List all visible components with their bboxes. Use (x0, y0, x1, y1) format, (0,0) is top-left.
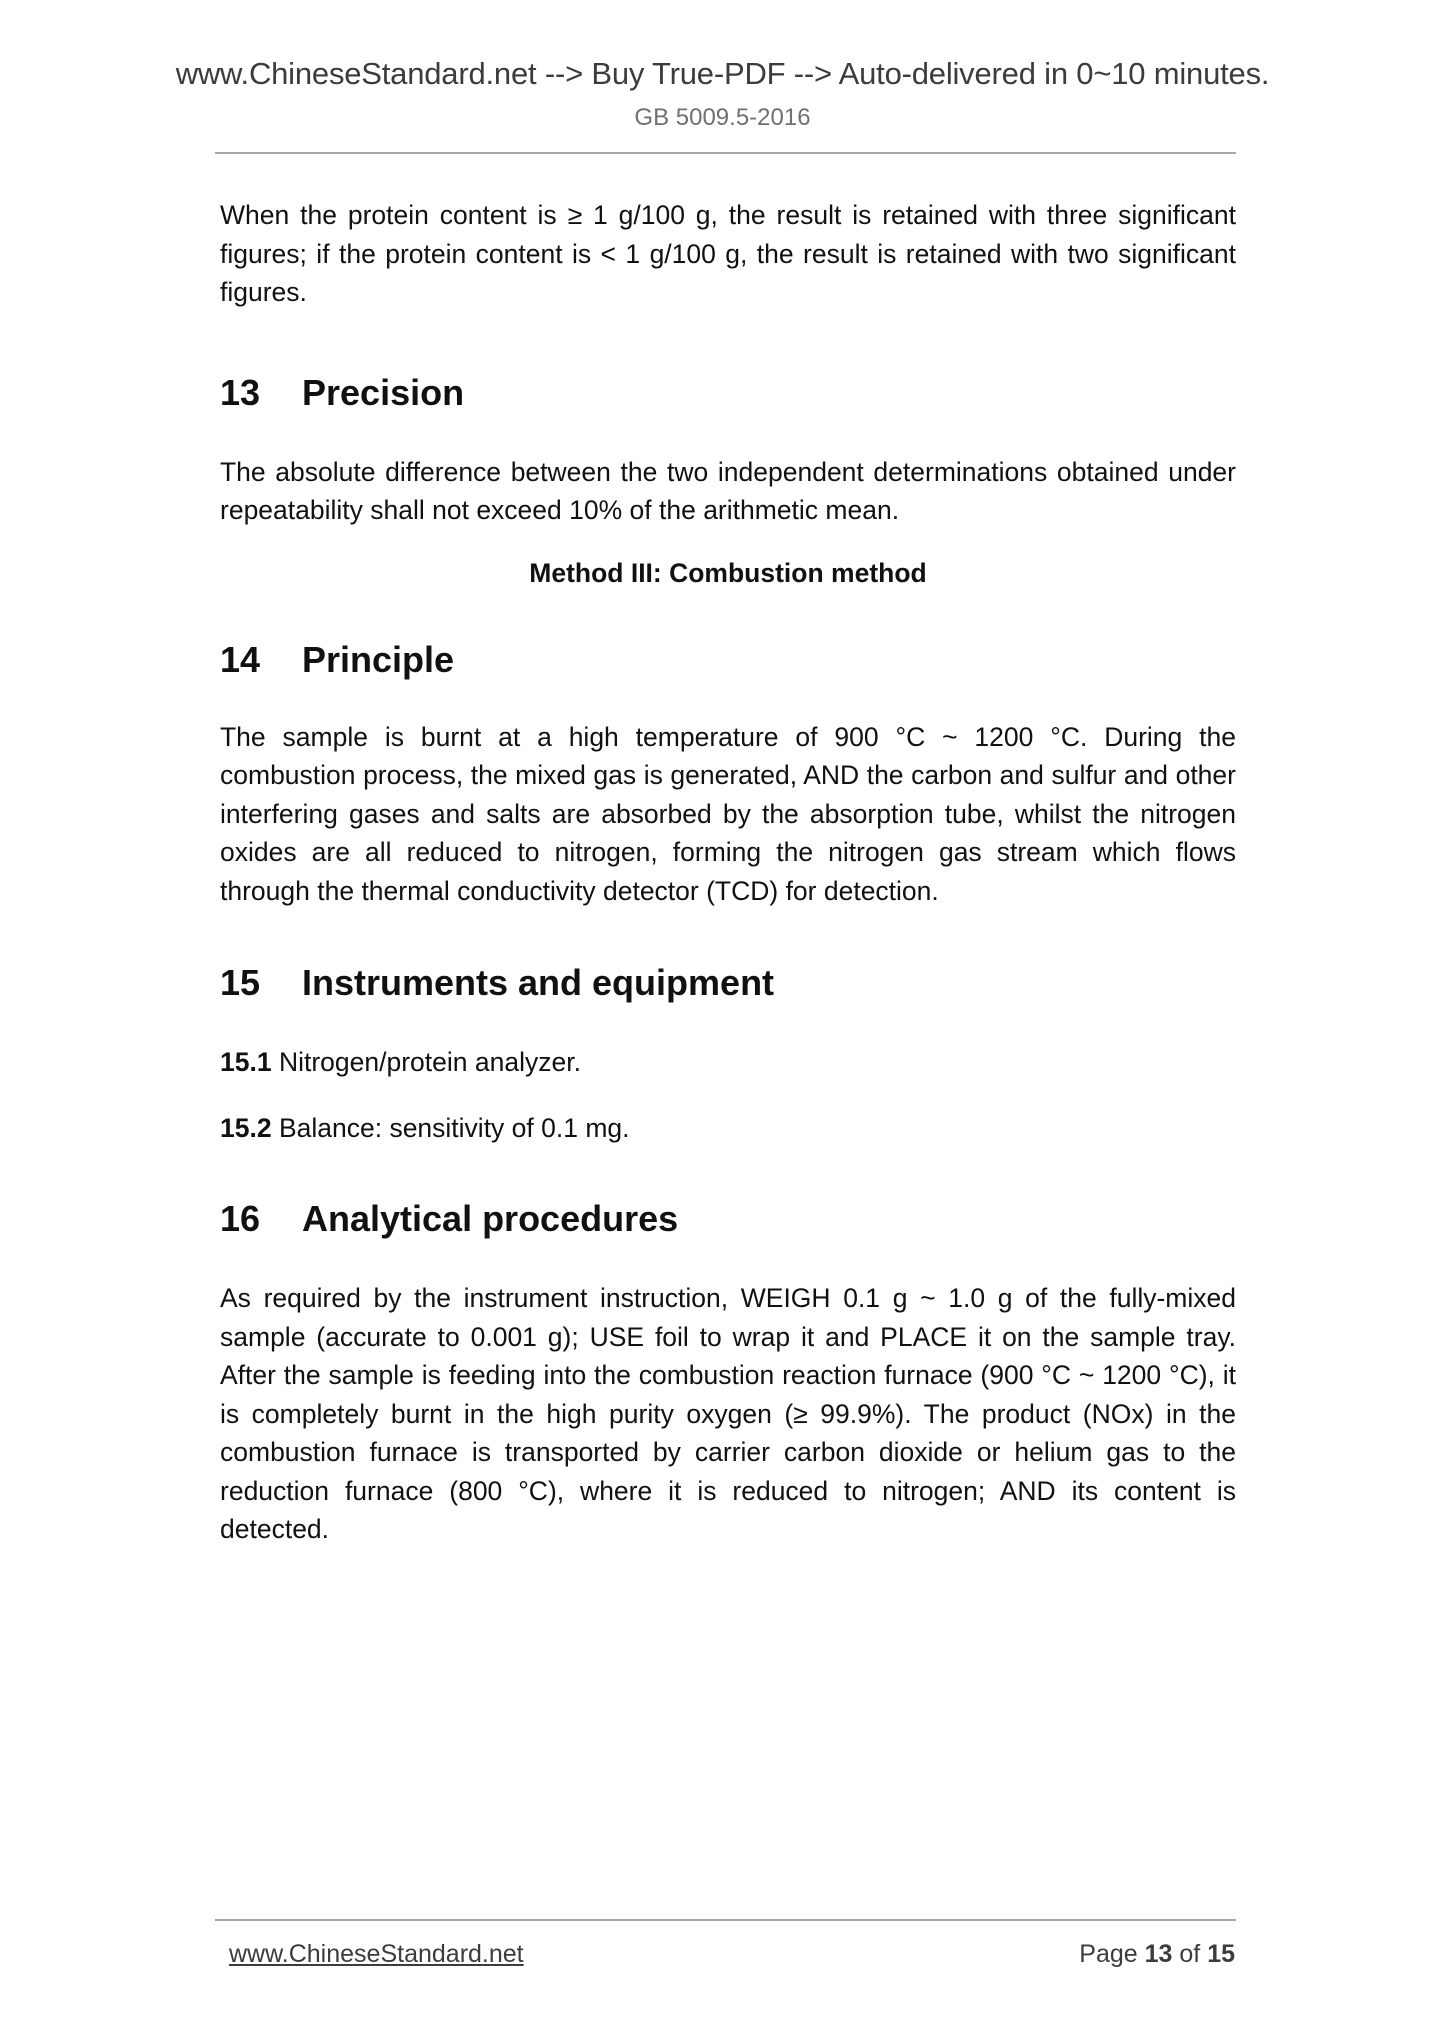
section-16-heading (220, 1197, 1236, 1241)
intro-paragraph: When the protein content is ≥ 1 g/100 g, the result is retained with three significant figures; if the protein content is < 1 g/100 g, the result is retained with two significant figures. (220, 200, 1236, 307)
section-title: Analytical procedures (302, 1198, 679, 1239)
section-title: Precision (302, 371, 465, 413)
page-indicator (1079, 1940, 1235, 1969)
page-of: of (1172, 1940, 1208, 1968)
item-15-2 (220, 1109, 1236, 1147)
item-text: Nitrogen/protein analyzer. (278, 1047, 581, 1077)
section-15-heading (220, 961, 1236, 1005)
section-title: Instruments and equipment (302, 962, 775, 1003)
section-14-paragraph: The sample is burnt at a high temperature of 900 °C ~ 1200 °C. During the combustion process, the mixed gas is generated, AND the carbon and sulfur and other interfering gases and salts are absorbed by the absorption tube, whilst the nitrogen oxides are all reduced to nitrogen, forming the nitrogen gas stream which flows through the thermal conductivity detector (TCD) for detection. (220, 721, 1236, 906)
item-15-1 (220, 1043, 1236, 1081)
footer-website-link[interactable]: www.ChineseStandard.net (229, 1940, 524, 1968)
document-code: GB 5009.5-2016 (634, 104, 811, 131)
footer-divider (215, 1919, 1236, 1921)
section-13-heading (220, 371, 1236, 415)
page-prefix: Page (1079, 1940, 1145, 1968)
page-current: 13 (1144, 1940, 1173, 1968)
section-number: 15 (220, 962, 261, 1003)
section-14-heading (220, 638, 1236, 682)
item-number: 15.2 (220, 1113, 272, 1143)
method-title: Method III: Combustion method (529, 557, 927, 588)
page-total: 15 (1207, 1940, 1235, 1968)
section-number: 14 (220, 638, 261, 680)
section-16-paragraph: As required by the instrument instruction, WEIGH 0.1 g ~ 1.0 g of the fully-mixed sample (accurate to 0.001 g); USE foil to wrap it and PLACE it on the sample tray. After the sample is feeding into the combustion reaction furnace (900 °C ~ 1200 °C), it is completely burnt in the high purity oxygen (≥ 99.9%). The product (NOx) in the combustion furnace is transported by carrier carbon dioxide or helium gas to the reduction furnace (800 °C), where it is reduced to nitrogen; AND its content is detected. (220, 1283, 1236, 1544)
section-13-paragraph: The absolute difference between the two independent determinations obtained under repeatability shall not exceed 10% of the arithmetic mean. (220, 456, 1236, 525)
section-number: 16 (220, 1198, 261, 1239)
page-content (220, 196, 1236, 1549)
header-divider (215, 152, 1236, 154)
section-number: 13 (220, 371, 261, 413)
section-title: Principle (302, 638, 455, 680)
item-number: 15.1 (220, 1047, 272, 1077)
item-text: Balance: sensitivity of 0.1 mg. (278, 1113, 630, 1143)
header-banner: www.ChineseStandard.net --> Buy True-PDF --> Auto-delivered in 0~10 minutes. (175, 56, 1270, 91)
